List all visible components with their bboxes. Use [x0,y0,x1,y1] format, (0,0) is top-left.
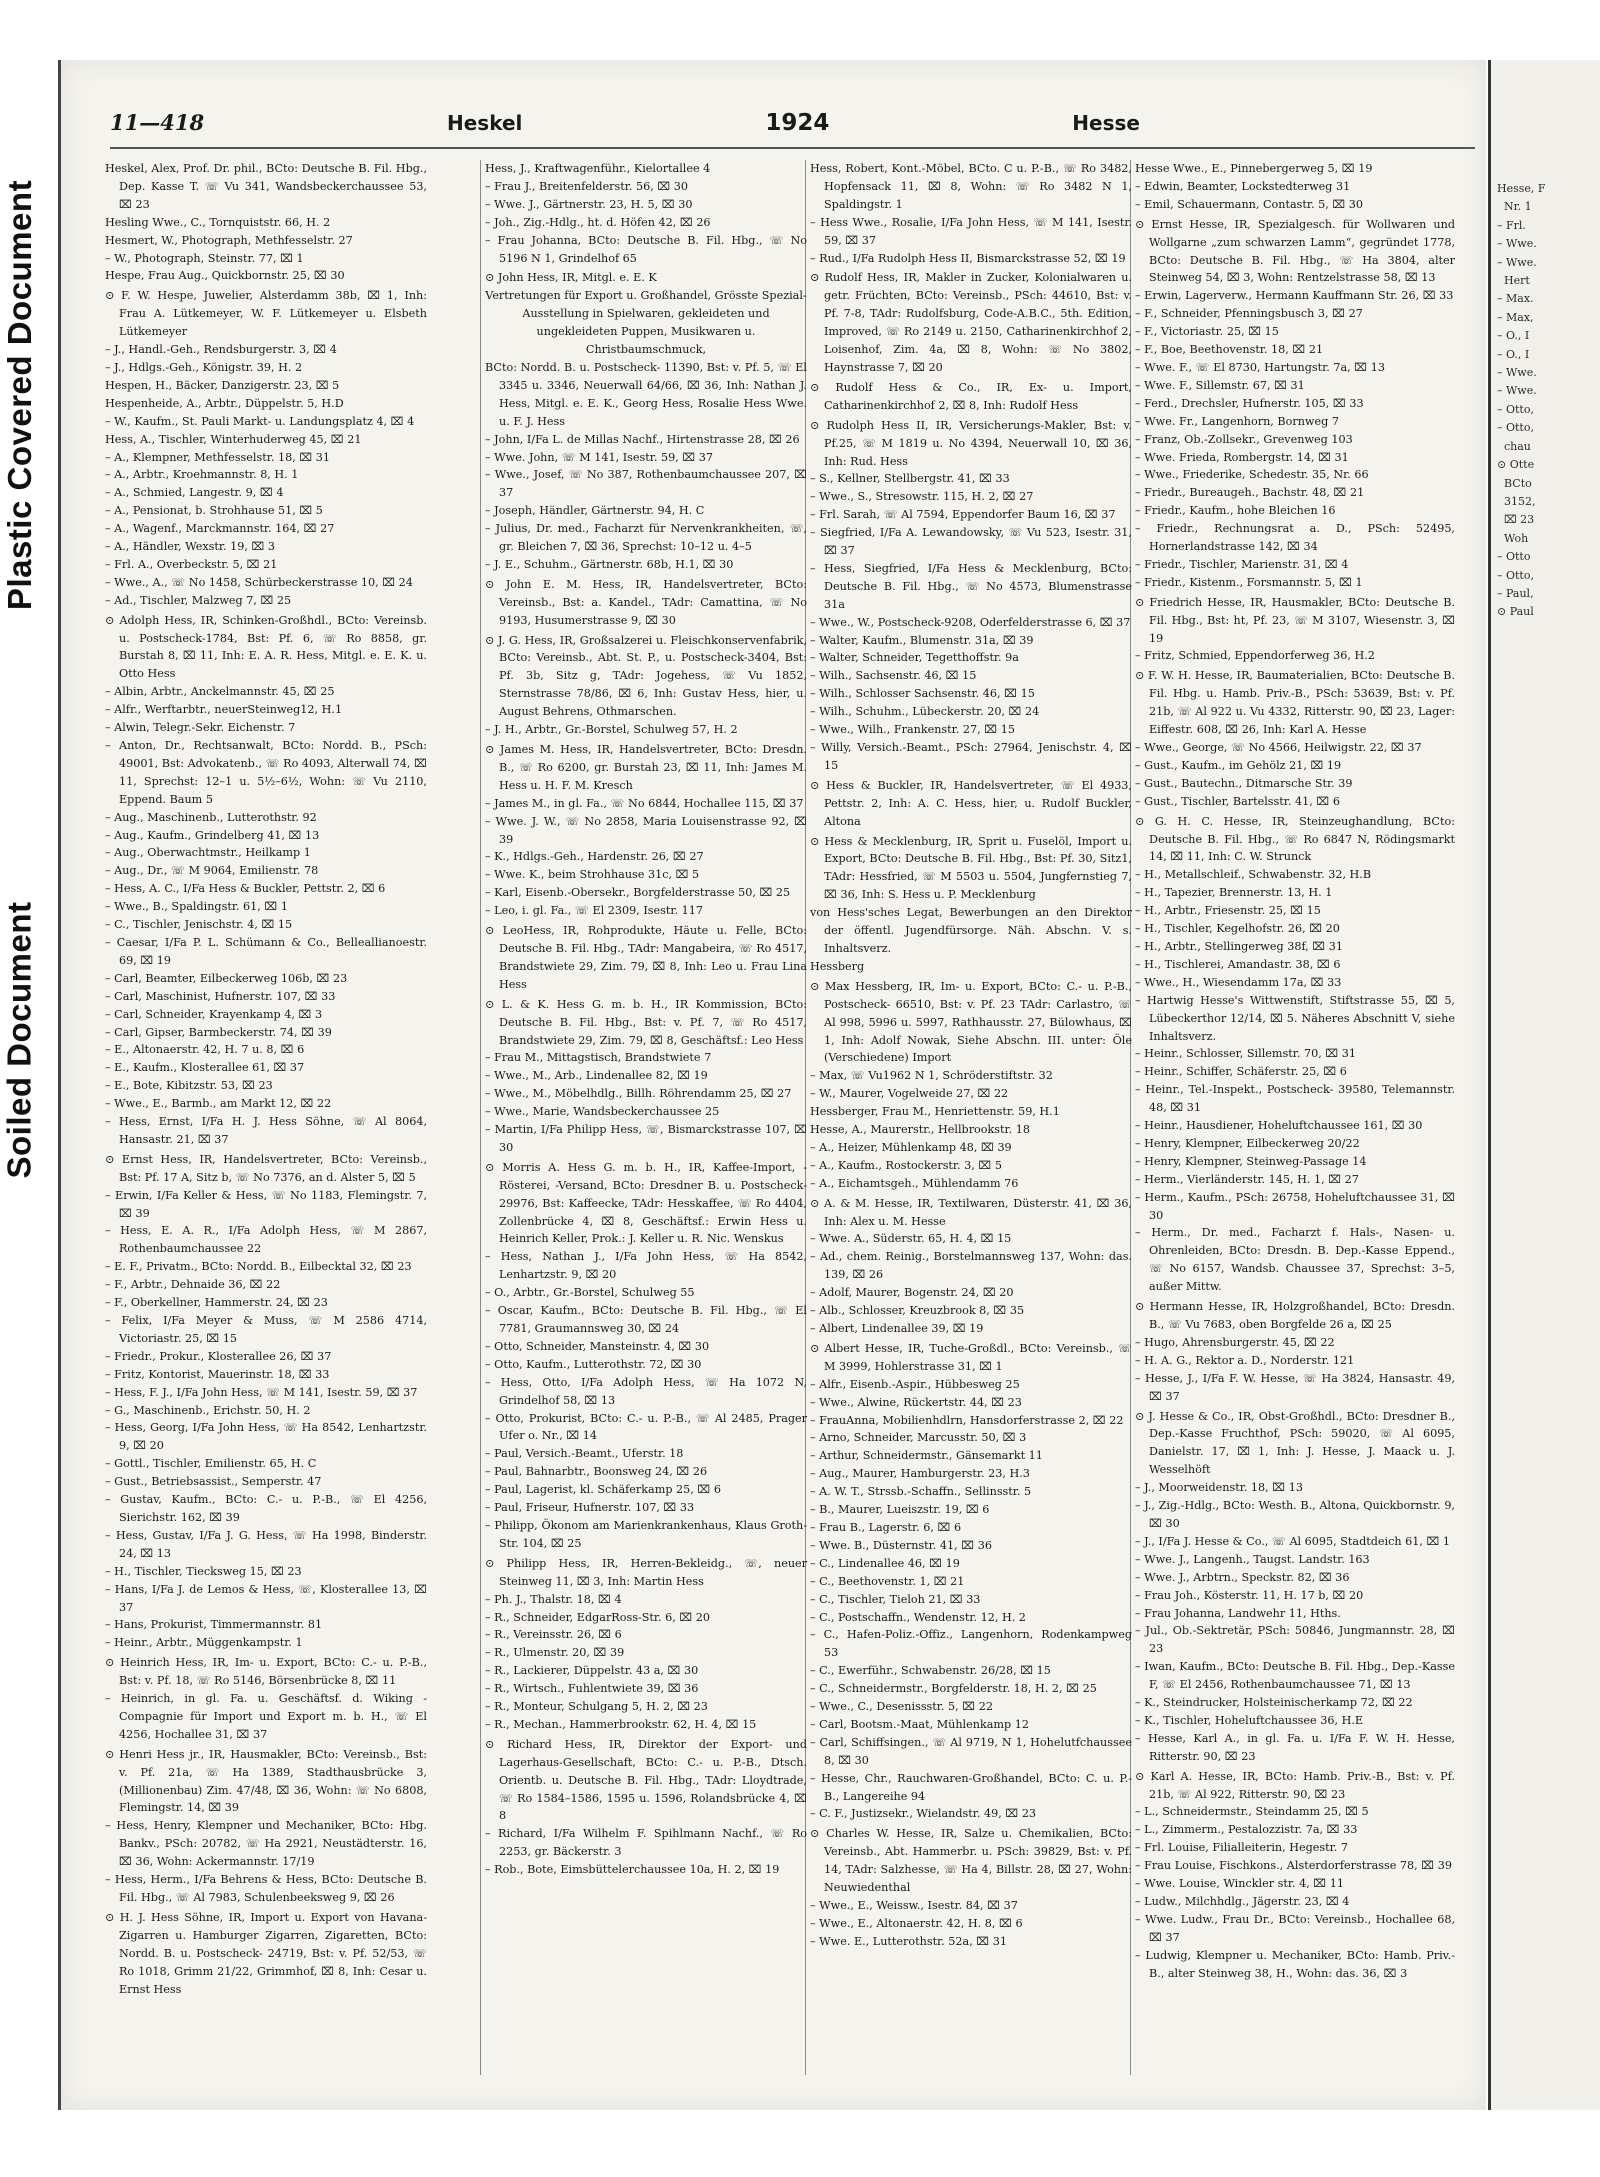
directory-entry: – Carl, Beamter, Eilbeckerweg 106b, ⌧ 23 [105,971,348,985]
directory-entry: – F., Boe, Beethovenstr. 18, ⌧ 21 [1135,343,1324,357]
directory-entry: – A., Schmied, Langestr. 9, ⌧ 4 [105,486,284,500]
directory-entry: – H., Tischler, Tiecksweg 15, ⌧ 23 [105,1564,302,1578]
directory-entry: – Frau Louise, Fischkons., Alsterdorferstrasse 78, ⌧ 39 [1135,1859,1452,1873]
directory-entry: – Wwe. Frieda, Rombergstr. 14, ⌧ 31 [1135,450,1349,464]
directory-entry: – K., Steindrucker, Holsteinischerkamp 72, ⌧ 22 [1135,1696,1413,1710]
firm-entry: ⊙ John E. M. Hess, IR, Handelsvertreter, BCto: Vereinsb., Bst: a. Kandel., TAdr: Camattina, ☏ No 9193, Husumerstrasse 9, ⌧ 30 [485,577,807,627]
directory-entry: – Joseph, Händler, Gärtnerstr. 94, H. C [485,504,705,518]
directory-entry: – Albin, Arbtr., Anckelmannstr. 45, ⌧ 25 [105,685,335,699]
directory-entry: – Carl, Bootsm.-Maat, Mühlenkamp 12 [810,1717,1029,1731]
directory-entry: – Karl, Eisenb.-Obersekr., Borgfelderstrasse 50, ⌧ 25 [485,886,791,900]
firm-entry: ⊙ L. & K. Hess G. m. b. H., IR Kommission, BCto: Deutsche B. Fil. Hbg., Bst: v. Pf. 7, ☏ Ro 4517, Brandstwiete 29, Zim. 79, ⌧ 8, Geschäftsf.: Leo Hess [485,997,807,1047]
directory-entry: – Jul., Ob.-Sektretär, PSch: 50846, Jungmannstr. 28, ⌧ 23 [1135,1624,1455,1656]
directory-entry: – Heinrich, in gl. Fa. u. Geschäftsf. d. Wiking - Compagnie für Import und Export m. b. H., ☏ El 4256, Hochallee 31, ⌧ 37 [105,1692,427,1741]
directory-entry: – Fritz, Kontorist, Mauerinstr. 18, ⌧ 33 [105,1367,330,1381]
firm-entry: ⊙ Rudolph Hess II, IR, Versicherungs-Makler, Bst: v. Pf.25, ☏ M 1819 u. No 4394, Neuerwall 10, ⌧ 36, Inh: Rud. Hess [810,418,1132,468]
directory-entry: – Frau Johanna, Landwehr 11, Hths. [1135,1606,1341,1620]
directory-entry: – H., Arbtr., Stellingerweg 38f, ⌧ 31 [1135,939,1343,953]
directory-entry: – Friedr., Rechnungsrat a. D., PSch: 52495, Hornerlandstrasse 142, ⌧ 34 [1135,522,1455,554]
firm-entry: ⊙ Philipp Hess, IR, Herren-Bekleidg., ☏, neuer Steinweg 11, ⌧ 3, Inh: Martin Hess [485,1556,807,1588]
directory-entry: – B., Maurer, Lueiszstr. 19, ⌧ 6 [810,1503,990,1517]
directory-entry: – Ludw., Milchhdlg., Jägerstr. 23, ⌧ 4 [1135,1895,1350,1908]
directory-entry: – Willy, Versich.-Beamt., PSch: 27964, Jenischstr. 4, ⌧ 15 [810,741,1132,772]
directory-entry: – Wwe., E., Altonaerstr. 42, H. 8, ⌧ 6 [810,1916,1023,1930]
directory-entry: – F., Oberkellner, Hammerstr. 24, ⌧ 23 [105,1296,328,1310]
directory-entry: – J., Zig.-Hdlg., BCto: Westh. B., Altona, Quickbornstr. 9, ⌧ 30 [1135,1499,1455,1530]
directory-entry: – C., Beethovenstr. 1, ⌧ 21 [810,1574,965,1588]
directory-entry: – E., Altonaerstr. 42, H. 7 u. 8, ⌧ 6 [105,1043,305,1057]
firm-entry: ⊙ Hess & Mecklenburg, IR, Sprit u. Fuselöl, Import u. Export, BCto: Deutsche B. Fil. Hbg., Bst: Pf. 30, Sitz1, TAdr: Hessfried, ☏ M 5503 u. 5504, Jungfernstieg 7, ⌧ 36, Inh: S. Hess u. P. Mecklenburg [810,834,1132,902]
directory-entry: – Carl, Maschinist, Hufnerstr. 107, ⌧ 33 [105,989,336,1003]
directory-entry: – A. W. T., Strssb.-Schaffn., Sellinsstr. 5 [810,1485,1032,1499]
column-4 [1135,160,1455,2075]
directory-entry: – Alfr., Eisenb.-Aspir., Hübbesweg 25 [810,1377,1020,1391]
directory-entry: – Wwe., Friederike, Schedestr. 35, Nr. 66 [1135,468,1369,482]
directory-entry: – Wwe., Josef, ☏ No 387, Rothenbaumchaussee 207, ⌧ 37 [485,468,807,500]
directory-entry: – Wwe. Louise, Winckler str. 4, ⌧ 11 [1135,1877,1344,1891]
directory-entry: – Wwe. E., Lutterothstr. 52a, ⌧ 31 [810,1934,1007,1948]
directory-entry: – G., Maschinenb., Erichstr. 50, H. 2 [105,1403,311,1417]
directory-entry: – E., Kaufm., Klosterallee 61, ⌧ 37 [105,1061,305,1075]
directory-entry: – Franz, Ob.-Zollsekr., Grevenweg 103 [1135,432,1353,446]
directory-entry: – E. F., Privatm., BCto: Nordd. B., Eilbecktal 32, ⌧ 23 [105,1260,412,1274]
directory-entry: – Hess, E. A. R., I/Fa Adolph Hess, ☏ M 2867, Rothenbaumchaussee 22 [105,1224,427,1256]
column-3 [810,160,1132,2075]
directory-entry: – Edwin, Beamter, Lockstedterweg 31 [1135,179,1351,193]
directory-entry: – Herm., Dr. med., Facharzt f. Hals-, Nasen- u. Ohrenleiden, BCto: Dresdn. B. Dep.-Kasse Eppend., ☏ No 6157, Wandsb. Chaussee 37, Sprechst: 3–5, außer Mittw. [1135,1226,1455,1294]
directory-entry: – R., Wirtsch., Fuhlentwiete 39, ⌧ 36 [485,1682,699,1696]
directory-entry: – Hess Wwe., Rosalie, I/Fa John Hess, ☏ M 141, Isestr. 59, ⌧ 37 [810,215,1132,247]
directory-entry: – H., Tischler, Kegelhofstr. 26, ⌧ 20 [1135,922,1340,936]
directory-entry: – Carl, Schneider, Krayenkamp 4, ⌧ 3 [105,1007,323,1021]
directory-entry: – Fritz, Schmied, Eppendorferweg 36, H.2 [1135,649,1375,663]
directory-entry: von Hess'sches Legat, Bewerbungen an den Direktor der öffentl. Jugendfürsorge. Näh. Abschn. V. s. Inhaltsverz. [810,906,1132,955]
column-1 [105,160,427,2075]
firm-entry: ⊙ Albert Hesse, IR, Tuche-Großdl., BCto: Vereinsb., ☏ M 3999, Hohlerstrasse 31, ⌧ 1 [810,1341,1132,1373]
directory-entry: – Walter, Schneider, Tegetthoffstr. 9a [810,651,1019,665]
facing-page-fragment [1488,60,1600,2110]
directory-entry: – C., Hafen-Poliz.-Offiz., Langenhorn, Rodenkampweg 53 [810,1628,1132,1660]
directory-entry: – Albert, Lindenallee 39, ⌧ 19 [810,1322,984,1335]
directory-entry: – Aug., Maurer, Hamburgerstr. 23, H.3 [810,1467,1030,1481]
directory-entry: – Wwe., S., Stresowstr. 115, H. 2, ⌧ 27 [810,490,1034,504]
directory-entry: – Paul, Lagerist, kl. Schäferkamp 25, ⌧ 6 [485,1483,721,1497]
page-header [110,110,1140,140]
directory-entry: – K., Hdlgs.-Geh., Hardenstr. 26, ⌧ 27 [485,850,704,864]
directory-entry: – Wwe. Fr., Langenhorn, Bornweg 7 [1135,414,1339,428]
directory-entry: – J., Handl.-Geh., Rendsburgerstr. 3, ⌧ 4 [105,343,337,357]
directory-entry: – W., Photograph, Steinstr. 77, ⌧ 1 [105,251,304,265]
directory-entry: – L., Schneidermstr., Steindamm 25, ⌧ 5 [1135,1805,1369,1819]
directory-entry: – A., Kaufm., Rostockerstr. 3, ⌧ 5 [810,1158,1002,1172]
directory-entry: – Richard, I/Fa Wilhelm F. Spihlmann Nachf., ☏ Ro 2253, gr. Bäckerstr. 3 [485,1827,807,1859]
directory-entry: – Paul, Bahnarbtr., Boonsweg 24, ⌧ 26 [485,1465,708,1479]
directory-entry: – Emil, Schauermann, Contastr. 5, ⌧ 30 [1135,197,1364,211]
directory-entry: Heskel, Alex, Prof. Dr. phil., BCto: Deutsche B. Fil. Hbg., Dep. Kasse T. ☏ Vu 341, Wandsbeckerchaussee 53, ⌧ 23 [105,162,427,211]
directory-entry: Hespenheide, A., Arbtr., Düppelstr. 5, H.D [105,396,344,410]
header-right-word: Hesse [1072,111,1140,135]
directory-entry: – Alfr., Werftarbtr., neuerSteinweg12, H.1 [105,703,343,717]
directory-entry: – Paul, Versich.-Beamt., Uferstr. 18 [485,1447,684,1461]
column-divider [480,160,481,2075]
directory-entry: – C. F., Justizsekr., Wielandstr. 49, ⌧ 23 [810,1807,1037,1821]
header-left-word: Heskel [447,111,523,135]
directory-entry: Hespen, H., Bäcker, Danzigerstr. 23, ⌧ 5 [105,378,340,392]
firm-entry: ⊙ J. Hesse & Co., IR, Obst-Großhdl., BCto: Dresdner B., Dep.-Kasse Fruchthof, PSch: 59020, ☏ Al 6095, Danielstr. 17, ⌧ 1, Inh: J. Hesse, J. Maack u. J. Wesselhöft [1135,1409,1455,1477]
directory-entry: – Wwe., C., Desenissstr. 5, ⌧ 22 [810,1700,993,1714]
directory-entry: – Hess, Otto, I/Fa Adolph Hess, ☏ Ha 1072 N, Grindelhof 58, ⌧ 13 [485,1375,807,1407]
column-2 [485,160,807,2075]
directory-entry: – R., Schneider, EdgarRoss-Str. 6, ⌧ 20 [485,1610,711,1624]
directory-entry: – Wwe., Marie, Wandsbeckerchaussee 25 [485,1105,720,1119]
firm-entry: ⊙ Heinrich Hess, IR, Im- u. Export, BCto: C.- u. P.-B., Bst: v. Pf. 18, ☏ Ro 5146, Börsenbrücke 8, ⌧ 11 [105,1656,427,1688]
directory-entry: – A., Wagenf., Marckmannstr. 164, ⌧ 27 [105,522,335,536]
directory-entry: – E., Bote, Kibitzstr. 53, ⌧ 23 [105,1079,273,1093]
directory-entry: – Siegfried, I/Fa A. Lewandowsky, ☏ Vu 523, Isestr. 31, ⌧ 37 [810,526,1132,558]
directory-entry: Hessberger, Frau M., Henriettenstr. 59, H.1 [810,1105,1060,1119]
directory-entry: – H., Tapezier, Brennerstr. 13, H. 1 [1135,886,1333,900]
directory-entry: – Carl, Schiffsingen., ☏ Al 9719, N 1, Hohelutfchaussee 8, ⌧ 30 [810,1735,1132,1767]
directory-entry: – Gust., Tischler, Bartelsstr. 41, ⌧ 6 [1135,794,1340,808]
directory-entry: – John, I/Fa L. de Millas Nachf., Hirtenstrasse 28, ⌧ 26 [485,432,800,446]
directory-entry: – Wwe. Ludw., Frau Dr., BCto: Vereinsb., Hochallee 68, ⌧ 37 [1135,1912,1455,1944]
firm-entry: ⊙ F. W. Hespe, Juwelier, Alsterdamm 38b, ⌧ 1, Inh: Frau A. Lütkemeyer, W. F. Lütkemeyer u. Elsbeth Lütkemeyer [105,289,427,339]
firm-entry: ⊙ Max Hessberg, IR, Im- u. Export, BCto: C.- u. P.-B., Postscheck- 66510, Bst: v. Pf. 23 TAdr: Carlastro, ☏ Al 998, 5996 u. 5997, Rathhausstr. 27, Bülowhaus, ⌧ 1, Inh: Adolf Nowak, Siehe Abschn. III. unter: Öle (Verschiedene) Import [810,979,1132,1065]
directory-entry: – F., Schneider, Pfenningsbusch 3, ⌧ 27 [1135,307,1363,321]
directory-entry: – Arthur, Schneidermstr., Gänsemarkt 11 [810,1449,1043,1463]
directory-entry: – Heinr., Tel.-Inspekt., Postscheck- 39580, Telemannstr. 48, ⌧ 31 [1135,1083,1455,1115]
directory-entry: – H., Tischlerei, Amandastr. 38, ⌧ 6 [1135,957,1341,971]
directory-entry: – K., Tischler, Hoheluftchaussee 36, H.E [1135,1713,1364,1727]
directory-entry: – Julius, Dr. med., Facharzt für Nervenkrankheiten, ☏, gr. Bleichen 7, ⌧ 36, Sprechst: 10–12 u. 4–5 [485,522,807,554]
directory-entry: – J., I/Fa J. Hesse & Co., ☏ Al 6095, Stadtdeich 61, ⌧ 1 [1135,1534,1451,1548]
directory-entry: – Wwe. J. W., ☏ No 2858, Maria Louisenstrasse 92, ⌧ 39 [485,814,807,846]
directory-entry: – L., Zimmerm., Pestalozzistr. 7a, ⌧ 33 [1135,1823,1358,1837]
directory-entry: – Wwe., George, ☏ No 4566, Heilwigstr. 22, ⌧ 37 [1135,741,1422,754]
firm-entry: ⊙ Richard Hess, IR, Direktor der Export- und Lagerhaus-Gesellschaft, BCto: C.- u. P.-B., Dtsch. Orientb. u. Deutsche B. Fil. Hbg., TAdr: Lloydtrade, ☏ Ro 1584–1586, 1595 u. 1596, Rolandsbrücke 4, ⌧ 8 [485,1737,807,1823]
firm-entry: ⊙ H. J. Hess Söhne, IR, Import u. Export von Havana-Zigarren u. Hamburger Zigarren, Zigaretten, BCto: Nordd. B. u. Postscheck- 24719, Bst: v. Pf. 52/53, ☏ Ro 1018, Grimm 21/22, Grimmhof, ⌧ 8, Inh: Cesar u. Ernst Hess [105,1910,427,1996]
directory-entry: – Wwe. John, ☏ M 141, Isestr. 59, ⌧ 37 [485,450,714,464]
directory-entry: – Wwe., B., Spaldingstr. 61, ⌧ 1 [105,900,288,914]
directory-entry: – A., Pensionat, b. Strohhause 51, ⌧ 5 [105,504,323,518]
directory-entry: – H., Arbtr., Friesenstr. 25, ⌧ 15 [1135,904,1321,918]
directory-entry: – O., Arbtr., Gr.-Borstel, Schulweg 55 [485,1286,695,1300]
directory-entry: – Wwe., E., Barmb., am Markt 12, ⌧ 22 [105,1097,332,1111]
directory-entry: – Leo, i. gl. Fa., ☏ El 2309, Isestr. 117 [485,904,703,918]
firm-entry: ⊙ J. G. Hess, IR, Großsalzerei u. Fleischkonservenfabrik, BCto: Vereinsb., Abt. St. P., u. Postscheck-3404, Bst: Pf. 3b, Sitz g, TAdr: Jogehess, ☏ Vu 1852, Sternstrasse 78/86, ⌧ 6, Inh: Gustav Hess, hier, u. August Behrens, Othmarschen. [485,633,807,719]
directory-entry: – Ludwig, Klempner u. Mechaniker, BCto: Hamb. Priv.-B., alter Steinweg 38, H., Wohn: das. 36, ⌧ 3 [1135,1948,1455,1980]
directory-entry: – Otto, Schneider, Mansteinstr. 4, ⌧ 30 [485,1339,710,1353]
directory-entry: Hespe, Frau Aug., Quickbornstr. 25, ⌧ 30 [105,269,345,283]
directory-entry: – Frau J., Breitenfelderstr. 56, ⌧ 30 [485,179,689,193]
directory-entry: – FrauAnna, Mobilienhdlrn, Hansdorferstrasse 2, ⌧ 22 [810,1413,1124,1427]
directory-entry: – Ferd., Drechsler, Hufnerstr. 105, ⌧ 33 [1135,396,1364,410]
directory-entry: – Rud., I/Fa Rudolph Hess II, Bismarckstrasse 52, ⌧ 19 [810,251,1126,265]
firm-entry: ⊙ Hermann Hesse, IR, Holzgroßhandel, BCto: Dresdn. B., ☏ Vu 7683, oben Borgfelde 26 a, ⌧ 25 [1135,1300,1455,1331]
firm-entry: ⊙ John Hess, IR, Mitgl. e. E. K [485,271,657,285]
directory-entry: – Wwe. A., Süderstr. 65, H. 4, ⌧ 15 [810,1232,1012,1246]
directory-entry: – Martin, I/Fa Philipp Hess, ☏, Bismarckstrasse 107, ⌧ 30 [485,1123,807,1154]
directory-entry: – Wwe. B., Düsternstr. 41, ⌧ 36 [810,1538,992,1552]
firm-entry: ⊙ Rudolf Hess, IR, Makler in Zucker, Kolonialwaren u. getr. Früchten, BCto: Vereinsb., PSch: 44610, Bst: v. Pf. 7-8, TAdr: Rudolfsburg, Code-A.B.C., 5th. Edition, Improved, ☏ Ro 2149 u. 2150, Catharinenkirchhof 2, Loisenhof, Zim. 4a, ⌧ 8, Wohn: ☏ No 3802, Haynstrasse 7, ⌧ 20 [810,271,1132,374]
directory-entry: Hess, J., Kraftwagenführ., Kielortallee 4 [485,162,711,175]
directory-entry: – S., Kellner, Stellbergstr. 41, ⌧ 33 [810,472,1010,486]
firm-entry: ⊙ Adolph Hess, IR, Schinken-Großhdl., BCto: Vereinsb. u. Postscheck-1784, Bst: Pf. 6, ☏ Ro 8858, gr. Burstah 8, ⌧ 11, Inh: E. A. R. Hess, Mitgl. e. E. K. u. Otto Hess [105,613,427,681]
firm-entry: ⊙ A. & M. Hesse, IR, Textilwaren, Düsterstr. 41, ⌧ 36, Inh: Alex u. M. Hesse [810,1196,1132,1228]
directory-entry: – R., Monteur, Schulgang 5, H. 2, ⌧ 23 [485,1700,708,1714]
directory-entry: Hesse, A., Maurerstr., Hellbrookstr. 18 [810,1123,1031,1137]
directory-entry: – Alb., Schlosser, Kreuzbrook 8, ⌧ 35 [810,1304,1025,1318]
directory-entry: – A., Händler, Wexstr. 19, ⌧ 3 [105,540,276,554]
directory-entry: – Wwe. J., Gärtnerstr. 23, H. 5, ⌧ 30 [485,197,693,211]
directory-entry: – Hess, Ernst, I/Fa H. J. Hess Söhne, ☏ Al 8064, Hansastr. 21, ⌧ 37 [105,1115,427,1146]
directory-entry: – Gust., Bautechn., Ditmarsche Str. 39 [1135,776,1353,790]
directory-entry: – Hess, A. C., I/Fa Hess & Buckler, Pettstr. 2, ⌧ 6 [105,882,386,896]
directory-entry: – Wwe., W., Postscheck-9208, Oderfelderstrasse 6, ⌧ 37 [810,615,1131,629]
directory-entry: – Hugo, Ahrensburgerstr. 45, ⌧ 22 [1135,1335,1335,1349]
directory-entry: – Wwe., M., Möbelhdlg., Billh. Röhrendamm 25, ⌧ 27 [485,1087,792,1101]
directory-entry: – J., Moorweidenstr. 18, ⌧ 13 [1135,1481,1303,1495]
firm-entry: ⊙ James M. Hess, IR, Handelsvertreter, BCto: Dresdn. B., ☏ Ro 6200, gr. Burstah 23, ⌧ 11, Inh: James M. Hess u. H. F. M. Kresch [485,743,807,792]
directory-entry: – Heinr., Arbtr., Müggenkampstr. 1 [105,1636,303,1650]
directory-entry: – Hesse, Chr., Rauchwaren-Großhandel, BCto: C. u. P.-B., Langereihe 94 [810,1771,1132,1803]
directory-entry: – Frl. Louise, Filialleiterin, Hegestr. 7 [1135,1841,1348,1855]
directory-entry: – C., Ewerführ., Schwabenstr. 26/28, ⌧ 15 [810,1664,1051,1678]
directory-entry: – Ad., Tischler, Malzweg 7, ⌧ 25 [105,593,292,607]
directory-entry: – Joh., Zig.-Hdlg., ht. d. Höfen 42, ⌧ 26 [485,215,711,229]
directory-entry: – A., Klempner, Methfesselstr. 18, ⌧ 31 [105,450,330,464]
directory-entry: – Wilh., Sachsenstr. 46, ⌧ 15 [810,669,977,683]
header-rule [110,147,1475,149]
directory-entry: – Friedr., Tischler, Marienstr. 31, ⌧ 4 [1135,557,1349,571]
firm-entry: ⊙ Morris A. Hess G. m. b. H., IR, Kaffee-Import, -Rösterei, -Versand, BCto: Dresdner B. u. Postscheck- 29976, Bst: Kaffeecke, TAdr: Hesskaffee, ☏ Ro 4404, Zollenbrücke 4, ⌧ 8, Geschäftsf.: Erwin Hess u. Heinrich Keller, Prok.: J. Keller u. R. Nic. Wenskus [485,1160,807,1246]
directory-entry: – Heinr., Schlosser, Sillemstr. 70, ⌧ 31 [1135,1047,1357,1061]
scan-bottom-margin [58,2110,1600,2177]
directory-entry: – Ad., chem. Reinig., Borstelmannsweg 137, Wohn: das. 139, ⌧ 26 [810,1250,1132,1282]
directory-entry: – Heinr., Hausdiener, Hoheluftchaussee 161, ⌧ 30 [1135,1119,1423,1133]
firm-entry: ⊙ Karl A. Hesse, IR, BCto: Hamb. Priv.-B., Bst: v. Pf. 21b, ☏ Al 922, Ritterstr. 90, ⌧ 23 [1135,1769,1455,1801]
directory-entry: – H. A. G., Rektor a. D., Norderstr. 121 [1135,1353,1355,1367]
directory-entry: – Hess, Herm., I/Fa Behrens & Hess, BCto: Deutsche B. Fil. Hbg., ☏ Al 7983, Schulenbeeksweg 9, ⌧ 26 [105,1873,427,1904]
directory-entry: – Hartwig Hesse's Wittwenstift, Stiftstrasse 55, ⌧ 5, Lübeckerthor 12/14, ⌧ 5. Näheres Abschnitt V, siehe Inhaltsverz. [1135,993,1455,1043]
directory-entry: Hesse Wwe., E., Pinnebergerweg 5, ⌧ 19 [1135,162,1373,175]
firm-entry: ⊙ Henri Hess jr., IR, Hausmakler, BCto: Vereinsb., Bst: v. Pf. 21a, ☏ Ha 1389, Stadthausbrücke 3, (Millionenbau) Zim. 47/48, ⌧ 36, Wohn: ☏ No 6808, Flemingstr. 14, ⌧ 39 [105,1747,427,1815]
directory-entry: – Iwan, Kaufm., BCto: Deutsche B. Fil. Hbg., Dep.-Kasse F, ☏ El 2456, Rothenbaumchaussee 71, ⌧ 13 [1135,1660,1455,1692]
directory-entry: – A., Eichamtsgeh., Mühlendamm 76 [810,1176,1019,1190]
directory-entry: – Wwe., H., Wiesendamm 17a, ⌧ 33 [1135,975,1342,989]
firm-entry: ⊙ G. H. C. Hesse, IR, Steinzeughandlung, BCto: Deutsche B. Fil. Hbg., ☏ Ro 6847 N, Rödingsmarkt 14, ⌧ 11, Inh: C. W. Strunck [1135,814,1455,864]
directory-entry: – Wwe., A., ☏ No 1458, Schürbeckerstrasse 10, ⌧ 24 [105,575,413,589]
directory-entry: – Heinr., Schiffer, Schäferstr. 25, ⌧ 6 [1135,1065,1347,1079]
directory-entry: – Frl. Sarah, ☏ Al 7594, Eppendorfer Baum 16, ⌧ 37 [810,508,1116,522]
directory-entry: – Alwin, Telegr.-Sekr. Eichenstr. 7 [105,721,296,735]
directory-entry: – Aug., Oberwachtmstr., Heilkamp 1 [105,846,311,860]
firm-entry: ⊙ Ernst Hess, IR, Handelsvertreter, BCto: Vereinsb., Bst: Pf. 17 A, Sitz b, ☏ No 7376, an d. Alster 5, ⌧ 5 [105,1152,427,1184]
directory-entry: – Caesar, I/Fa P. L. Schümann & Co., Belleallianoestr. 69, ⌧ 19 [105,935,427,967]
directory-entry: – Arno, Schneider, Marcusstr. 50, ⌧ 3 [810,1431,1027,1445]
directory-entry: – J. E., Schuhm., Gärtnerstr. 68b, H.1, ⌧ 30 [485,557,734,571]
directory-entry: – Otto, Prokurist, BCto: C.- u. P.-B., ☏ Al 2485, Prager Ufer o. Nr., ⌧ 14 [485,1411,807,1443]
directory-entry: Hessberg [810,959,865,973]
directory-entry: – Anton, Dr., Rechtsanwalt, BCto: Nordd. B., PSch: 49001, Bst: Advokatenb., ☏ Ro 4093, Alterwall 74, ⌧ 11, Sprechst: 12–1 u. 5½–6½, Wohn: ☏ Vu 2110, Eppend. Baum 5 [105,739,427,806]
directory-entry: – F., Arbtr., Dehnaide 36, ⌧ 22 [105,1278,281,1292]
directory-entry: – Hess, Siegfried, I/Fa Hess & Mecklenburg, BCto: Deutsche B. Fil. Hbg., ☏ No 4573, Blumenstrasse 31a [810,561,1132,611]
directory-entry: – Hess, Nathan J., I/Fa John Hess, ☏ Ha 8542, Lenhartzstr. 9, ⌧ 20 [485,1250,807,1282]
directory-entry: – Philipp, Ökonom am Marienkrankenhaus, Klaus Groth-Str. 104, ⌧ 25 [485,1518,807,1550]
directory-entry: – Friedr., Prokur., Klosterallee 26, ⌧ 37 [105,1349,332,1363]
directory-entry: – C., Tischler, Tieloh 21, ⌧ 33 [810,1592,981,1606]
directory-entry: – C., Postschaffn., Wendenstr. 12, H. 2 [810,1610,1026,1624]
directory-entry: – Hess, Henry, Klempner und Mechaniker, BCto: Hbg. Bankv., PSch: 20782, ☏ Ha 2921, Neustädterstr. 16, ⌧ 36, Wohn: Ackermannstr. 17/19 [105,1819,427,1869]
directory-entry: – Hess, Gustav, I/Fa J. G. Hess, ☏ Ha 1998, Binderstr. 24, ⌧ 13 [105,1528,427,1560]
directory-entry: – Frau B., Lagerstr. 6, ⌧ 6 [810,1520,962,1534]
directory-entry: – Gustav, Kaufm., BCto: C.- u. P.-B., ☏ El 4256, Sierichstr. 162, ⌧ 39 [105,1493,427,1524]
directory-entry: – Hess, F. J., I/Fa John Hess, ☏ M 141, Isestr. 59, ⌧ 37 [105,1385,418,1399]
directory-entry: – R., Mechan., Hammerbrookstr. 62, H. 4, ⌧ 15 [485,1717,757,1731]
directory-entry: – C., Lindenallee 46, ⌧ 19 [810,1556,960,1570]
directory-entry: – R., Ulmenstr. 20, ⌧ 39 [485,1646,625,1660]
plastic-covered-label: Plastic Covered Document [0,125,40,665]
directory-entry: Vertretungen für Export u. Großhandel, Grösste Spezial-Ausstellung in Spielwaren, gekleideten und ungekleideten Puppen, Musikwaren u. Christbaumschmuck, [485,289,807,357]
directory-entry: – Wwe., Wilh., Frankenstr. 27, ⌧ 15 [810,723,1015,737]
directory-entry: – Aug., Kaufm., Grindelberg 41, ⌧ 13 [105,828,320,842]
directory-entry: – W., Kaufm., St. Pauli Markt- u. Landungsplatz 4, ⌧ 4 [105,414,415,428]
directory-entry: – Hesse, J., I/Fa F. W. Hesse, ☏ Ha 3824, Hansastr. 49, ⌧ 37 [1135,1371,1455,1403]
directory-entry: – J. H., Arbtr., Gr.-Borstel, Schulweg 57, H. 2 [485,723,738,737]
facing-page-text: Hesse, F Nr. 1 – Frl. – Wwe. – Wwe. Hert – Max. – Max, – O., I – O., I – Wwe. – Wwe. – Otto, – Otto, chau ⊙ Otte BCto 3152, ⌧ 23 Woh – Otto – Otto, – Paul, ⊙ Paul [1497,182,1546,619]
directory-entry: – Frl. A., Overbeckstr. 5, ⌧ 21 [105,557,278,571]
directory-entry: – Herm., Vierländerstr. 145, H. 1, ⌧ 27 [1135,1172,1359,1186]
directory-entry: – Friedr., Kistenm., Forsmannstr. 5, ⌧ 1 [1135,575,1363,589]
firm-entry: ⊙ Rudolf Hess & Co., IR, Ex- u. Import, Catharinenkirchhof 2, ⌧ 8, Inh: Rudolf Hess [810,380,1132,412]
directory-entry: Hess, A., Tischler, Winterhuderweg 45, ⌧ 21 [105,432,362,446]
soiled-document-label: Soiled Document [0,760,40,1320]
directory-entry: – Max, ☏ Vu1962 N 1, Schröderstiftstr. 32 [810,1069,1053,1083]
directory-entry: – Henry, Klempner, Eilbeckerweg 20/22 [1135,1136,1360,1150]
directory-entry: – Walter, Kaufm., Blumenstr. 31a, ⌧ 39 [810,633,1034,647]
directory-entry: – Hesse, Karl A., in gl. Fa. u. I/Fa F. W. H. Hesse, Ritterstr. 90, ⌧ 23 [1135,1731,1455,1763]
directory-entry: – Carl, Gipser, Barmbeckerstr. 74, ⌧ 39 [105,1025,332,1039]
directory-entry: – Adolf, Maurer, Bogenstr. 24, ⌧ 20 [810,1286,1014,1300]
directory-entry: – Aug., Maschinenb., Lutterothstr. 92 [105,810,317,824]
firm-entry: ⊙ Charles W. Hesse, IR, Salze u. Chemikalien, BCto: Vereinsb., Abt. Hammerbr. u. PSch: 39829, Bst: v. Pf. 14, TAdr: Salzhesse, ☏ Ha 4, Billstr. 28, ⌧ 27, Wohn: Neuwiedenthal [810,1827,1132,1895]
directory-entry: BCto: Nordd. B. u. Postscheck- 11390, Bst: v. Pf. 5, ☏ El 3345 u. 3346, Neuerwall 64/66, ⌧ 36, Inh: Nathan J. Hess, Mitgl. e. E. K., Georg Hess, Rosalie Hess Wwe. u. F. J. Hess [485,360,807,428]
directory-entry: – Erwin, I/Fa Keller & Hess, ☏ No 1183, Flemingstr. 7, ⌧ 39 [105,1188,427,1220]
directory-entry: – Wilh., Schuhm., Lübeckerstr. 20, ⌧ 24 [810,705,1040,719]
directory-entry: – Gottl., Tischler, Emilienstr. 65, H. C [105,1457,317,1471]
directory-entry: – Oscar, Kaufm., BCto: Deutsche B. Fil. Hbg., ☏ El 7781, Graumannsweg 30, ⌧ 24 [485,1304,807,1335]
header-year: 1924 [765,110,830,136]
directory-entry: – James M., in gl. Fa., ☏ No 6844, Hochallee 115, ⌧ 37 [485,796,804,810]
directory-entry: – Friedr., Kaufm., hohe Bleichen 16 [1135,504,1336,518]
directory-entry: – Friedr., Bureaugeh., Bachstr. 48, ⌧ 21 [1135,486,1365,500]
directory-entry: – F., Victoriastr. 25, ⌧ 15 [1135,325,1279,339]
directory-entry: – Rob., Bote, Eimsbüttelerchaussee 10a, H. 2, ⌧ 19 [485,1863,780,1877]
firm-entry: ⊙ F. W. H. Hesse, IR, Baumaterialien, BCto: Deutsche B. Fil. Hbg. u. Hamb. Priv.-B., PSch: 53639, Bst: v. Pf. 21b, ☏ Al 922 u. Vu 4332, Ritterstr. 90, ⌧ 23, Lager: Eiffestr. 608, ⌧ 26, Inh: Karl A. Hesse [1135,669,1455,737]
directory-entry: – Wwe. F., Sillemstr. 67, ⌧ 31 [1135,378,1305,392]
directory-entry: – J., Hdlgs.-Geh., Königstr. 39, H. 2 [105,360,303,374]
directory-entry: – Erwin, Lagerverw., Hermann Kauffmann Str. 26, ⌧ 33 [1135,289,1454,303]
directory-entry: – W., Maurer, Vogelweide 27, ⌧ 22 [810,1087,1009,1101]
directory-entry: – Henry, Klempner, Steinweg-Passage 14 [1135,1154,1367,1168]
directory-entry: – Hans, I/Fa J. de Lemos & Hess, ☏, Klosterallee 13, ⌧ 37 [105,1582,427,1614]
directory-entry: – Felix, I/Fa Meyer & Muss, ☏ M 2586 4714, Victoriastr. 25, ⌧ 15 [105,1314,427,1345]
directory-entry: – Gust., Betriebsassist., Semperstr. 47 [105,1475,322,1489]
directory-entry: – Wwe. F., ☏ El 8730, Hartungstr. 7a, ⌧ 13 [1135,360,1385,374]
directory-entry: – Wwe. J., Langenh., Taugst. Landstr. 163 [1135,1552,1370,1566]
directory-entry: – Aug., Dr., ☏ M 9064, Emilienstr. 78 [105,864,319,878]
directory-entry: – Wwe., Alwine, Rückertstr. 44, ⌧ 23 [810,1395,1022,1409]
directory-entry: – Hans, Prokurist, Timmermannstr. 81 [105,1618,323,1632]
directory-entry: Hess, Robert, Kont.-Möbel, BCto. C u. P.-B., ☏ Ro 3482, Hopfensack 11, ⌧ 8, Wohn: ☏ Ro 3482 N 1, Spaldingstr. 1 [810,162,1132,211]
directory-entry: – Wilh., Schlosser Sachsenstr. 46, ⌧ 15 [810,687,1035,701]
firm-entry: ⊙ Ernst Hesse, IR, Spezialgesch. für Wollwaren und Wollgarne „zum schwarzen Lamm“, gegründet 1778, BCto: Deutsche B. Fil. Hbg., ☏ Ha 3804, alter Steinweg 54, ⌧ 3, Wohn: Rentzelstrasse 58, ⌧ 13 [1135,217,1455,285]
directory-entry: – R., Vereinsstr. 26, ⌧ 6 [485,1628,622,1642]
directory-entry: – Gust., Kaufm., im Gehölz 21, ⌧ 19 [1135,758,1342,772]
directory-entry: Hesmert, W., Photograph, Methfesselstr. 27 [105,233,353,247]
firm-entry: ⊙ LeoHess, IR, Rohprodukte, Häute u. Felle, BCto: Deutsche B. Fil. Hbg., TAdr: Mangabeira, ☏ Ro 4517, Brandstwiete 29, Zim. 79, ⌧ 8, Inh: Leo u. Frau Lina Hess [485,924,807,991]
directory-entry: – Paul, Friseur, Hufnerstr. 107, ⌧ 33 [485,1501,695,1515]
directory-entry: – Wwe., M., Arb., Lindenallee 82, ⌧ 19 [485,1069,708,1083]
directory-entry: – H., Metallschleif., Schwabenstr. 32, H.B [1135,868,1372,882]
directory-entry: – C., Tischler, Jenischstr. 4, ⌧ 15 [105,918,293,932]
directory-entry: – Otto, Kaufm., Lutterothstr. 72, ⌧ 30 [485,1357,702,1371]
directory-entry: – Ph. J., Thalstr. 18, ⌧ 4 [485,1592,622,1606]
directory-entry: – A., Arbtr., Kroehmannstr. 8, H. 1 [105,468,299,482]
directory-entry: – Wwe., E., Weissw., Isestr. 84, ⌧ 37 [810,1899,1018,1912]
directory-entry: – Hess, Georg, I/Fa John Hess, ☏ Ha 8542, Lenhartzstr. 9, ⌧ 20 [105,1421,427,1453]
directory-entry: – A., Heizer, Mühlenkamp 48, ⌧ 39 [810,1140,1012,1154]
directory-entry: – Frau Johanna, BCto: Deutsche B. Fil. Hbg., ☏ No 5196 N 1, Grindelhof 65 [485,233,807,265]
firm-entry: ⊙ Friedrich Hesse, IR, Hausmakler, BCto: Deutsche B. Fil. Hbg., Bst: ht, Pf. 23, ☏ M 3107, Wiesenstr. 3, ⌧ 19 [1135,595,1455,645]
firm-entry: ⊙ Hess & Buckler, IR, Handelsvertreter, ☏ El 4933, Pettstr. 2, Inh: A. C. Hess, hier, u. Rudolf Buckler, Altona [810,778,1132,828]
directory-entry: – Wwe. J., Arbtrn., Speckstr. 82, ⌧ 36 [1135,1570,1350,1584]
directory-entry: – Frau Joh., Kösterstr. 11, H. 17 b, ⌧ 20 [1135,1588,1364,1602]
directory-entry: – Wwe. K., beim Strohhause 31c, ⌧ 5 [485,868,700,882]
directory-entry: – C., Schneidermstr., Borgfelderstr. 18, H. 2, ⌧ 25 [810,1682,1097,1696]
directory-entry: Hesling Wwe., C., Tornquiststr. 66, H. 2 [105,215,331,229]
directory-entry: – R., Lackierer, Düppelstr. 43 a, ⌧ 30 [485,1664,699,1678]
directory-entry: – Frau M., Mittagstisch, Brandstwiete 7 [485,1051,712,1065]
directory-entry: – Herm., Kaufm., PSch: 26758, Hoheluftchaussee 31, ⌧ 30 [1135,1190,1455,1222]
page-number: 11—418 [110,110,205,135]
